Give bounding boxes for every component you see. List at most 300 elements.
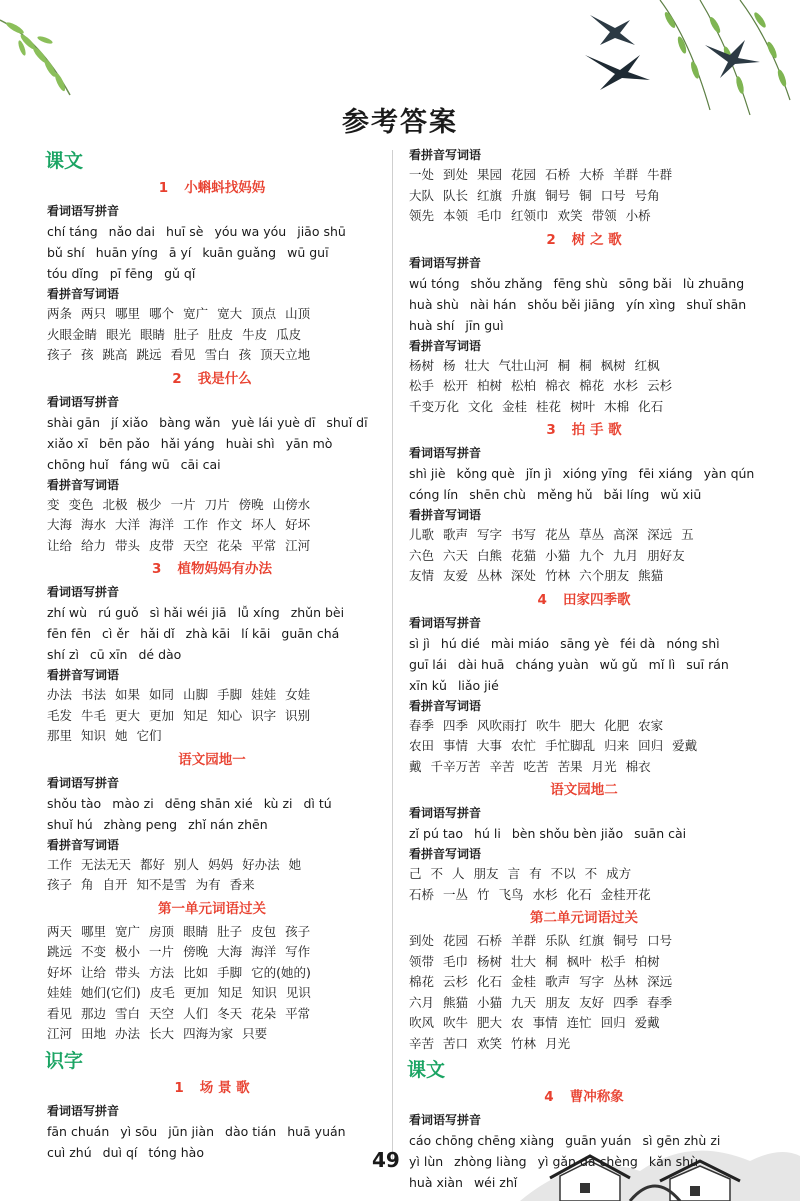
- word-item: 识字: [251, 707, 277, 723]
- word-item: 都好: [140, 856, 166, 872]
- word-item: 让给: [47, 537, 73, 553]
- pinyin-item: nǎo dai: [108, 224, 155, 239]
- word-item: 乐队: [545, 933, 571, 948]
- left-column: [47, 145, 377, 1163]
- pinyin-line: [409, 1172, 759, 1193]
- words-line: [409, 525, 759, 546]
- words-line: [409, 885, 759, 906]
- word-item: 九月: [613, 547, 639, 563]
- word-item: 欢笑: [477, 1035, 503, 1051]
- words-line: [47, 1024, 377, 1045]
- word-item: 苦果: [557, 758, 583, 774]
- pinyin-line: [47, 602, 377, 623]
- word-item: 气壮山河: [498, 357, 549, 373]
- word-item: 羊群: [613, 167, 639, 182]
- willow-branch-illustration: [0, 0, 90, 110]
- pinyin-line: [409, 273, 759, 294]
- pinyin-item: bàng wǎn: [159, 414, 221, 430]
- word-item: 她: [288, 856, 302, 872]
- word-item: 写字: [477, 527, 503, 542]
- lesson-heading: [47, 366, 377, 392]
- words-line: [47, 536, 377, 557]
- word-item: 苦口: [443, 1035, 469, 1051]
- word-item: 手脚: [217, 687, 243, 702]
- pinyin-item: huài shì: [225, 435, 275, 451]
- words-line: [409, 972, 759, 993]
- word-item: 化石: [477, 974, 503, 989]
- word-item: 女娃: [285, 687, 311, 702]
- word-item: 更加: [149, 707, 175, 723]
- word-item: 铜号: [545, 187, 571, 203]
- word-item: 海水: [81, 517, 107, 532]
- pinyin-item: wǔ gǔ: [599, 656, 638, 672]
- word-item: 哪里: [115, 306, 141, 321]
- pinyin-item: lù zhuāng: [682, 275, 745, 291]
- word-item: 顶点: [251, 306, 277, 321]
- word-item: 棉衣: [545, 378, 571, 393]
- word-item: 只要: [242, 1026, 268, 1041]
- word-item: 毛巾: [443, 953, 469, 969]
- pinyin-item: fēi xiáng: [638, 466, 693, 481]
- lesson-heading: [47, 175, 377, 201]
- word-item: 毛发: [47, 707, 73, 723]
- word-item: 爱戴: [672, 738, 698, 753]
- words-line: [47, 983, 377, 1004]
- lesson-number: 3: [546, 422, 556, 438]
- word-item: 它们: [136, 728, 162, 743]
- word-item: 竹林: [511, 1035, 537, 1051]
- lesson-heading: [409, 227, 759, 253]
- word-item: 口号: [600, 187, 626, 203]
- lesson-name: 我是什么: [197, 370, 252, 387]
- word-item: 吹牛: [536, 717, 562, 733]
- lesson-name: 第一单元词语过关: [158, 900, 266, 917]
- word-item: 哪里: [81, 923, 107, 939]
- pinyin-item: yóu wa yóu: [214, 224, 287, 239]
- pinyin-item: yān mò: [285, 435, 333, 451]
- pinyin-line: [409, 463, 759, 484]
- words-line: [409, 397, 759, 418]
- word-item: 本领: [443, 208, 469, 223]
- word-item: 深处: [511, 568, 537, 583]
- unit-heading: 识字: [45, 1049, 84, 1072]
- word-item: 丛林: [613, 974, 639, 989]
- word-item: 松开: [443, 378, 469, 393]
- word-item: 云杉: [647, 378, 673, 393]
- pinyin-item: suī rán: [686, 656, 729, 672]
- word-item: 熊猫: [638, 568, 664, 583]
- lesson-heading: [409, 417, 759, 443]
- word-item: 比如: [183, 964, 209, 980]
- unit-heading: 课文: [45, 150, 84, 172]
- word-item: 火眼金睛: [47, 326, 98, 342]
- word-item: 六个朋友: [579, 568, 630, 583]
- pinyin-item: zhòng liàng: [454, 1154, 527, 1169]
- pinyin-line: [47, 454, 377, 475]
- word-item: 不变: [81, 944, 107, 959]
- words-line: [47, 515, 377, 536]
- word-item: 知识: [251, 985, 277, 1000]
- lesson-heading: [409, 905, 759, 931]
- pinyin-item: cháng yuàn: [515, 656, 589, 672]
- words-line: [409, 864, 759, 885]
- pinyin-item: zhàng peng: [103, 816, 178, 832]
- word-item: 两条: [47, 306, 73, 321]
- word-item: 知识: [81, 728, 107, 743]
- word-item: 跳高: [102, 347, 128, 362]
- pinyin-item: ā yí: [168, 245, 192, 260]
- pinyin-item: bǔ shí: [47, 245, 85, 260]
- word-item: 小猫: [545, 547, 571, 563]
- word-item: 桐: [545, 953, 558, 969]
- word-item: 眼光: [106, 326, 132, 342]
- word-item: 大洋: [115, 517, 141, 532]
- words-line: [409, 757, 759, 778]
- lesson-number: 4: [537, 591, 547, 608]
- word-item: 红旗: [579, 933, 605, 948]
- word-item: 它的(她的): [251, 964, 311, 980]
- pinyin-item: jūn jiàn: [168, 1123, 215, 1139]
- pinyin-item: cuì zhú: [47, 1144, 92, 1160]
- word-item: 江河: [47, 1026, 73, 1041]
- pinyin-line: [409, 675, 759, 696]
- pinyin-item: kǒng què: [456, 466, 515, 481]
- lesson-heading: [409, 1084, 759, 1110]
- word-item: 瓜皮: [276, 326, 302, 342]
- word-item: 海洋: [149, 517, 175, 532]
- word-item: 风吹雨打: [477, 717, 528, 733]
- pinyin-item: dì tú: [303, 795, 332, 811]
- lesson-name: 语文园地二: [550, 782, 618, 798]
- word-item: 人们: [183, 1005, 209, 1021]
- word-item: 宽广: [183, 306, 209, 321]
- lesson-heading: [47, 556, 377, 582]
- pinyin-item: fēng shù: [553, 275, 608, 291]
- pinyin-item: fān chuán: [47, 1123, 110, 1139]
- word-item: 队长: [443, 187, 469, 203]
- word-item: 千变万化: [409, 398, 460, 414]
- word-item: 傍晚: [183, 944, 209, 959]
- word-item: 四海为家: [183, 1026, 234, 1041]
- pinyin-item: mài miáo: [490, 635, 550, 651]
- word-item: 肚子: [174, 326, 200, 342]
- word-item: 水杉: [532, 886, 558, 902]
- word-item: 红枫: [634, 357, 660, 373]
- word-item: 柏树: [634, 953, 660, 969]
- pinyin-item: yì lùn: [409, 1154, 444, 1169]
- word-item: 北极: [102, 496, 128, 512]
- pinyin-line: [47, 644, 377, 665]
- word-item: 不以: [550, 866, 576, 881]
- pinyin-line: [409, 633, 759, 654]
- word-item: 不: [430, 866, 444, 881]
- word-item: 壮大: [511, 953, 537, 969]
- word-item: 领先: [409, 208, 435, 223]
- word-item: 文化: [468, 398, 494, 414]
- pinyin-item: shuǐ hú: [47, 816, 93, 832]
- pinyin-item: nóng shì: [666, 635, 720, 651]
- word-item: 识别: [285, 707, 311, 723]
- word-item: 化石: [638, 398, 664, 414]
- pinyin-item: jǐn jì: [525, 466, 552, 481]
- word-item: 写作: [285, 944, 311, 959]
- word-item: 口号: [647, 933, 673, 948]
- lesson-name: 曹冲称象: [569, 1089, 624, 1105]
- pinyin-item: shǒu zhǎng: [470, 275, 543, 291]
- word-item: 大海: [217, 944, 243, 959]
- word-item: 带头: [115, 537, 141, 553]
- word-item: 那里: [47, 728, 73, 743]
- word-item: 皮带: [149, 537, 175, 553]
- pinyin-item: shǒu tào: [47, 795, 102, 811]
- word-item: 变: [47, 496, 60, 512]
- pinyin-item: kuān guǎng: [202, 245, 277, 260]
- word-item: 飞鸟: [498, 886, 524, 902]
- word-item: 平常: [285, 1005, 311, 1021]
- pinyin-item: zhǔn bèi: [290, 605, 345, 620]
- word-item: 更加: [183, 985, 209, 1000]
- pinyin-item: shēn chù: [469, 487, 526, 502]
- pinyin-item: wéi zhǐ: [473, 1175, 518, 1190]
- pinyin-line: [47, 242, 377, 263]
- word-item: 工作: [183, 517, 209, 532]
- word-item: 看见: [170, 347, 196, 362]
- word-item: 毛巾: [477, 208, 503, 223]
- exercise-label: 看拼音写词语: [47, 477, 120, 492]
- pinyin-item: dào tián: [225, 1123, 277, 1139]
- word-item: 棉花: [579, 378, 605, 393]
- word-item: 冬天: [217, 1005, 243, 1021]
- word-item: 六色: [409, 547, 435, 563]
- words-line: [47, 706, 377, 727]
- word-item: 铜号: [613, 933, 639, 948]
- word-item: 花园: [511, 167, 537, 182]
- pinyin-item: dài huā: [457, 656, 505, 672]
- word-item: 大事: [477, 738, 503, 753]
- word-item: 给力: [81, 537, 107, 553]
- pinyin-item: tóu dǐng: [47, 266, 99, 281]
- word-item: 牛毛: [81, 707, 107, 723]
- word-item: 肚子: [217, 923, 243, 939]
- lesson-name: 语文园地一: [178, 751, 246, 768]
- unit-heading: 课文: [407, 1059, 446, 1081]
- exercise-label: 看拼音写词语: [409, 338, 482, 353]
- pinyin-item: fáng wū: [119, 456, 170, 472]
- pinyin-item: dé dào: [138, 647, 182, 662]
- words-line: [47, 942, 377, 963]
- word-item: 知足: [217, 985, 243, 1000]
- exercise-label: 看词语写拼音: [409, 615, 482, 630]
- word-item: 见识: [285, 985, 311, 1000]
- pinyin-item: hǎi yáng: [160, 435, 215, 451]
- word-item: 肥大: [570, 717, 596, 733]
- word-item: 棉花: [409, 974, 435, 989]
- word-item: 一片: [170, 496, 196, 512]
- word-item: 歌声: [443, 527, 469, 542]
- word-item: 大队: [409, 187, 435, 203]
- exercise-label: 看拼音写词语: [409, 148, 482, 162]
- words-line: [47, 495, 377, 516]
- word-item: 农家: [638, 717, 664, 733]
- word-item: 回归: [600, 1015, 626, 1030]
- word-item: 到处: [443, 167, 469, 182]
- word-item: 她: [115, 728, 128, 743]
- word-item: 春季: [409, 717, 435, 733]
- pinyin-item: bēn pǎo: [99, 435, 150, 451]
- word-item: 枫叶: [566, 953, 592, 969]
- word-item: 孩子: [285, 923, 311, 939]
- word-item: 戴: [409, 758, 422, 774]
- word-item: 歌声: [545, 974, 571, 989]
- pinyin-item: xīn kǔ: [409, 677, 447, 693]
- exercise-label: 看拼音写词语: [47, 837, 120, 852]
- pinyin-item: shì jiè: [409, 466, 446, 481]
- column-divider: [392, 150, 393, 1160]
- pinyin-item: mào zi: [112, 795, 154, 811]
- word-item: 跳远: [47, 944, 73, 959]
- lesson-heading: [47, 747, 377, 773]
- word-item: 松手: [600, 953, 626, 969]
- words-line: [409, 993, 759, 1014]
- word-item: 雪白: [204, 347, 230, 362]
- pinyin-item: cū xīn: [89, 647, 128, 662]
- pinyin-item: wǔ xiū: [660, 487, 702, 502]
- pinyin-item: xiǎo xī: [47, 435, 89, 451]
- lesson-heading: [47, 896, 377, 922]
- words-line: [409, 952, 759, 973]
- words-line: [47, 726, 377, 747]
- pinyin-item: jiāo shū: [297, 224, 346, 239]
- word-item: 深远: [647, 527, 673, 542]
- word-item: 升旗: [511, 187, 537, 203]
- word-item: 自开: [102, 877, 128, 892]
- word-item: 极小: [115, 944, 141, 959]
- word-item: 花朵: [217, 537, 243, 553]
- word-item: 妈妈: [208, 856, 234, 872]
- word-item: 方法: [149, 964, 175, 980]
- word-item: 山顶: [285, 306, 311, 321]
- pinyin-line: [47, 623, 377, 644]
- pinyin-item: huā yuán: [287, 1123, 346, 1139]
- lesson-name: 小蝌蚪找妈妈: [184, 180, 266, 196]
- word-item: 事情: [443, 738, 469, 753]
- word-item: 傍晚: [238, 496, 264, 512]
- lesson-number: 1: [174, 1079, 184, 1096]
- pinyin-item: zhà kāi: [185, 626, 231, 641]
- pinyin-item: shǒu běi jiāng: [527, 296, 615, 312]
- word-item: 更大: [115, 707, 141, 723]
- words-line: [47, 1004, 377, 1025]
- word-item: 山傍水: [272, 496, 311, 512]
- pinyin-item: yì sōu: [120, 1123, 158, 1139]
- word-item: 那边: [81, 1005, 107, 1021]
- word-item: 不: [584, 866, 598, 881]
- word-item: 办法: [47, 687, 73, 702]
- word-item: 长大: [149, 1026, 175, 1041]
- pinyin-item: zhǐ nán zhēn: [188, 816, 268, 832]
- word-item: 成方: [606, 866, 632, 881]
- word-item: 杨树: [477, 953, 503, 969]
- pinyin-line: [409, 294, 759, 315]
- pinyin-item: wū guī: [287, 245, 329, 260]
- word-item: 好办法: [242, 856, 280, 872]
- pinyin-item: féi dà: [620, 635, 656, 651]
- pinyin-item: lí kāi: [241, 626, 271, 641]
- pinyin-item: cāi cai: [180, 456, 221, 472]
- pinyin-item: sì gēn zhù zi: [642, 1133, 721, 1148]
- word-item: 枫树: [600, 357, 626, 373]
- word-item: 丛林: [477, 568, 503, 583]
- pinyin-item: shài gān: [47, 414, 101, 430]
- word-item: 娃娃: [251, 687, 277, 702]
- word-item: 石桥: [545, 167, 571, 182]
- word-item: 作文: [217, 517, 243, 532]
- word-item: 桐: [557, 357, 571, 373]
- word-item: 海洋: [251, 944, 277, 959]
- word-item: 肚皮: [208, 326, 234, 342]
- pinyin-item: sì hǎi wéi jiā: [149, 605, 227, 620]
- word-item: 熊猫: [443, 994, 469, 1010]
- word-item: 如同: [149, 687, 175, 702]
- word-item: 大桥: [579, 167, 605, 182]
- words-line: [47, 963, 377, 984]
- word-item: 平常: [251, 537, 277, 553]
- word-item: 吹牛: [443, 1015, 469, 1030]
- lesson-name: 拍 手 歌: [571, 422, 622, 438]
- lesson-heading: [409, 587, 759, 613]
- word-item: 春季: [647, 994, 673, 1010]
- word-item: 办法: [115, 1026, 141, 1041]
- word-item: 两天: [47, 923, 73, 939]
- word-item: 宽广: [115, 923, 141, 939]
- lesson-name: 田家四季歌: [562, 591, 631, 608]
- pinyin-line: [47, 433, 377, 454]
- pinyin-item: sāng yè: [560, 635, 610, 651]
- word-item: 牛皮: [242, 326, 268, 342]
- words-line: [47, 325, 377, 346]
- word-item: 月光: [545, 1035, 571, 1051]
- word-item: 树叶: [570, 398, 596, 414]
- word-item: 写字: [579, 974, 605, 989]
- word-item: 山脚: [183, 687, 209, 702]
- word-item: 眼睛: [140, 326, 166, 342]
- word-item: 儿歌: [409, 527, 435, 542]
- word-item: 友情: [409, 568, 435, 583]
- pinyin-item: chí táng: [47, 224, 98, 239]
- word-item: 高深: [613, 527, 639, 542]
- word-item: 月光: [591, 758, 617, 774]
- word-item: 羊群: [511, 933, 537, 948]
- words-line: [409, 206, 759, 227]
- pinyin-item: guī lái: [409, 656, 447, 672]
- exercise-label: 看词语写拼音: [47, 775, 120, 790]
- word-item: 人: [452, 866, 465, 881]
- word-item: 爱戴: [634, 1015, 660, 1030]
- word-item: 跳远: [136, 347, 162, 362]
- right-column: [409, 145, 759, 1193]
- word-item: 欢笑: [557, 208, 583, 223]
- word-item: 朋好友: [647, 547, 685, 563]
- words-line: [47, 345, 377, 366]
- pinyin-item: fēn fēn: [47, 626, 92, 641]
- word-item: 红旗: [477, 187, 503, 203]
- lesson-heading: [409, 777, 759, 803]
- word-item: 如果: [115, 687, 141, 702]
- pinyin-item: bèn shǒu bèn jiǎo: [511, 826, 624, 841]
- pinyin-line: [409, 654, 759, 675]
- lesson-name: 植物妈妈有办法: [177, 561, 272, 577]
- pinyin-item: huà xiàn: [409, 1175, 463, 1190]
